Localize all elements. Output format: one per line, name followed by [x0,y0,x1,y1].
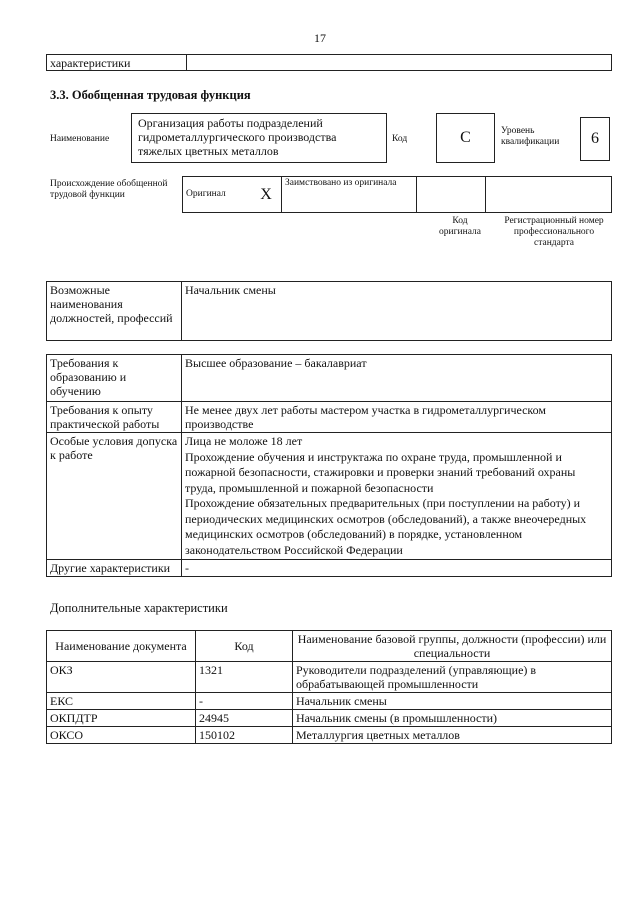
row-doc: ОКПДТР [47,710,196,727]
requirement-row [47,433,612,560]
requirement-label: Требования к образованию и обучению [47,355,182,402]
origin-code-caption: Код оригинала [439,216,481,237]
row-name: Начальник смены (в промышленности) [293,710,612,727]
requirement-line: Прохождение обязательных предварительных (при поступлении на работу) и периодических медицинских осмотров (обследований), а также внеочередных медицинских осмотров (обследований) в порядке, установленном законодательством Российской Федерации [185,496,587,557]
requirement-row [47,560,612,577]
row-doc: ОКЗ [47,662,196,693]
level-value: 6 [591,130,599,147]
origin-table [182,176,612,213]
page-number: 17 [314,31,326,45]
origin-reg-caption: Регистрационный номер профессионального стандарта [504,216,604,248]
requirement-value [182,402,612,433]
origin-borrowed-cell [282,177,417,213]
row-doc: ОКСО [47,727,196,744]
additional-table [46,630,612,744]
row-code: 150102 [196,727,293,744]
continuation-divider [186,55,187,70]
row-code: 24945 [196,710,293,727]
requirement-line: Не менее двух лет работы мастером участка в гидрометаллургическом производстве [185,403,547,431]
row-code: - [196,693,293,710]
code-value: C [460,129,471,146]
section-title: 3.3. Обобщенная трудовая функция [50,88,251,102]
name-value: Организация работы подразделений гидрометаллургического производства тяжелых цветных металлов [138,116,337,158]
row-name: Начальник смены [293,693,612,710]
requirement-line: Лица не моложе 18 лет [185,434,303,448]
origin-original-cell [183,177,252,213]
requirements-table [46,354,612,577]
origin-label: Происхождение обобщенной трудовой функции [50,179,168,200]
requirement-row [47,355,612,402]
name-label: Наименование [50,134,110,144]
header-name: Наименование базовой группы, должности (профессии) или специальности [293,631,612,662]
row-doc: ЕКС [47,693,196,710]
origin-code-cell [417,177,486,213]
requirement-row [47,402,612,433]
requirement-label: Другие характеристики [47,560,182,577]
additional-header-row [47,631,612,662]
origin-mark: X [260,186,272,203]
origin-mark-cell [251,177,282,213]
requirement-line: - [185,561,189,575]
table-row [47,662,612,693]
level-value-box [580,117,610,161]
level-label: Уровень квалификации [501,126,560,147]
positions-table [46,281,612,341]
requirement-value [182,355,612,402]
additional-title: Дополнительные характеристики [50,601,228,615]
origin-original-label: Оригинал [186,189,226,199]
requirement-line: Прохождение обучения и инструктажа по охране труда, промышленной и пожарной безопасности, стажировки и проверки знаний требований охраны труда, промышленной и пожарной безопасности [185,449,576,495]
table-row [47,727,612,744]
table-row [47,710,612,727]
origin-reg-cell [486,177,612,213]
positions-label: Возможные наименования должностей, профессий [47,282,182,341]
origin-borrowed-label: Заимствовано из оригинала [285,178,397,188]
header-doc: Наименование документа [47,631,196,662]
positions-value: Начальник смены [182,282,612,341]
requirement-label: Особые условия допуска к работе [47,433,182,560]
requirement-value [182,433,612,560]
row-name: Руководители подразделений (управляющие) в обрабатывающей промышленности [293,662,612,693]
code-label: Код [392,134,408,144]
requirement-value [182,560,612,577]
name-value-box [131,113,387,163]
header-code: Код [196,631,293,662]
requirement-line: Высшее образование – бакалавриат [185,356,367,370]
table-row [47,693,612,710]
continuation-row [46,54,612,71]
row-code: 1321 [196,662,293,693]
continuation-label: характеристики [50,56,131,70]
requirement-label: Требования к опыту практической работы [47,402,182,433]
code-value-box [436,113,495,163]
row-name: Металлургия цветных металлов [293,727,612,744]
